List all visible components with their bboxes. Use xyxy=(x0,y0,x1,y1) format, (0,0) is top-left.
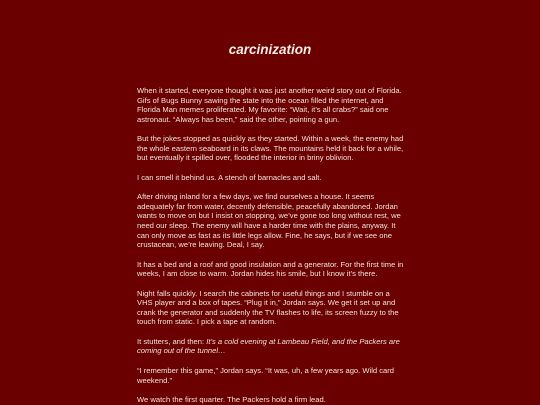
story-body xyxy=(137,86,405,405)
broadcast-quote: It’s a cold evening at Lambeau Field, and the Packers are coming out of the tunnel… xyxy=(137,336,400,356)
story-paragraph: But the jokes stopped as quickly as they started. Within a week, the enemy had the whole eastern seaboard in its claws. The mountains held it back for a while, but eventually it spilled over, flooded the interior in briny oblivion. xyxy=(137,134,404,163)
story-paragraph: I can smell it behind us. A stench of barnacles and salt. xyxy=(137,172,322,182)
story-paragraph: It has a bed and a roof and good insulation and a generator. For the first time in weeks, I am close to warm. Jordan hides his smile, but I know it’s there. xyxy=(137,259,404,279)
stutter-lead: It stutters, and then: xyxy=(137,336,207,346)
story-paragraph: After driving inland for a few days, we find ourselves a house. It seems adequately far from water, decently defensible, peacefully abandoned. Jordan wants to move on but I insist on stopping, we’ve gone too long without rest, we need our sleep. The enemy will have a harder time with the plains, anyway. It can only move as fast as its little legs allow. Fine, he says, but if we see one crustacean, we’re leaving. Deal, I say. xyxy=(137,192,401,250)
story-paragraph: “I remember this game,” Jordan says. “It was, uh, a few years ago. Wild card weekend.” xyxy=(137,366,395,385)
story-paragraph: Night falls quickly. I search the cabinets for useful things and I stumble on a VHS player and a box of tapes. “Plug it in,” Jordan says. We get it set up and crank the generator and suddenly the TV flashes to life, its screen fuzzy to the touch from static. I pick a tape at random. xyxy=(137,288,399,327)
story-paragraph: When it started, everyone thought it was just another weird story out of Florida. Gifs of Bugs Bunny sawing the state into the ocean filled the internet, and Florida Man memes proliferated. My favorite: “Wait, it’s all crabs?” said one astronaut. “Always has been,” said the other, pointing a gun. xyxy=(137,86,402,124)
story-paragraph-stutter xyxy=(137,337,405,356)
story-paragraph: We watch the first quarter. The Packers hold a firm lead. xyxy=(137,395,326,405)
page-title: carcinization xyxy=(228,42,312,57)
